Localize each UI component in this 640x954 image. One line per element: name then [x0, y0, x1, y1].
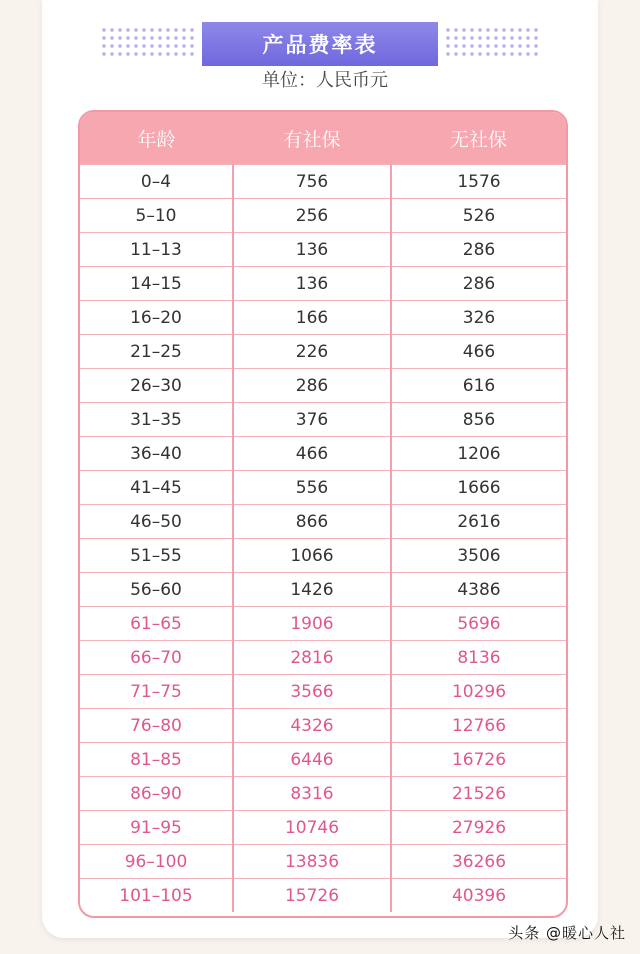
cell-without-insurance: 1206	[391, 437, 566, 471]
table-row	[80, 811, 566, 845]
cell-with-insurance: 166	[233, 301, 391, 335]
cell-age: 31–35	[80, 403, 233, 437]
cell-age: 51–55	[80, 539, 233, 573]
table-row	[80, 641, 566, 675]
cell-with-insurance: 1066	[233, 539, 391, 573]
cell-age: 5–10	[80, 199, 233, 233]
cell-without-insurance: 1666	[391, 471, 566, 505]
table-row	[80, 539, 566, 573]
cell-with-insurance: 136	[233, 267, 391, 301]
cell-with-insurance: 15726	[233, 879, 391, 913]
cell-with-insurance: 466	[233, 437, 391, 471]
table-row	[80, 777, 566, 811]
table-row	[80, 607, 566, 641]
table-row	[80, 471, 566, 505]
cell-age: 16–20	[80, 301, 233, 335]
header-with-insurance: 有社保	[233, 112, 391, 165]
cell-without-insurance: 1576	[391, 165, 566, 199]
table-header-row	[80, 112, 566, 165]
cell-without-insurance: 526	[391, 199, 566, 233]
cell-without-insurance: 856	[391, 403, 566, 437]
cell-age: 46–50	[80, 505, 233, 539]
title-area	[0, 10, 640, 56]
table-row	[80, 675, 566, 709]
cell-without-insurance: 8136	[391, 641, 566, 675]
page-title: 产品费率表	[202, 22, 438, 66]
table-row	[80, 369, 566, 403]
table-row	[80, 165, 566, 199]
cell-age: 66–70	[80, 641, 233, 675]
cell-without-insurance: 12766	[391, 709, 566, 743]
cell-age: 56–60	[80, 573, 233, 607]
cell-without-insurance: 40396	[391, 879, 566, 913]
cell-with-insurance: 8316	[233, 777, 391, 811]
cell-without-insurance: 3506	[391, 539, 566, 573]
table-row	[80, 573, 566, 607]
cell-age: 0–4	[80, 165, 233, 199]
cell-age: 81–85	[80, 743, 233, 777]
cell-without-insurance: 16726	[391, 743, 566, 777]
cell-age: 14–15	[80, 267, 233, 301]
cell-without-insurance: 36266	[391, 845, 566, 879]
cell-age: 76–80	[80, 709, 233, 743]
table-row	[80, 743, 566, 777]
cell-with-insurance: 136	[233, 233, 391, 267]
cell-age: 61–65	[80, 607, 233, 641]
cell-with-insurance: 256	[233, 199, 391, 233]
table-row	[80, 335, 566, 369]
table-row	[80, 233, 566, 267]
cell-without-insurance: 286	[391, 267, 566, 301]
table-row	[80, 199, 566, 233]
cell-age: 21–25	[80, 335, 233, 369]
cell-without-insurance: 4386	[391, 573, 566, 607]
cell-without-insurance: 21526	[391, 777, 566, 811]
cell-with-insurance: 6446	[233, 743, 391, 777]
dot-pattern-right	[444, 26, 540, 56]
cell-age: 91–95	[80, 811, 233, 845]
table-row	[80, 845, 566, 879]
cell-with-insurance: 10746	[233, 811, 391, 845]
table-body	[80, 165, 566, 913]
cell-with-insurance: 376	[233, 403, 391, 437]
unit-label: 单位：人民币元	[262, 70, 388, 91]
table-row	[80, 267, 566, 301]
cell-without-insurance: 2616	[391, 505, 566, 539]
cell-without-insurance: 27926	[391, 811, 566, 845]
cell-with-insurance: 1426	[233, 573, 391, 607]
cell-with-insurance: 226	[233, 335, 391, 369]
cell-with-insurance: 866	[233, 505, 391, 539]
cell-age: 11–13	[80, 233, 233, 267]
cell-with-insurance: 556	[233, 471, 391, 505]
cell-with-insurance: 286	[233, 369, 391, 403]
table-row	[80, 505, 566, 539]
dot-pattern-left	[100, 26, 196, 56]
cell-with-insurance: 3566	[233, 675, 391, 709]
cell-age: 71–75	[80, 675, 233, 709]
cell-age: 36–40	[80, 437, 233, 471]
header-age: 年龄	[80, 112, 233, 165]
cell-with-insurance: 1906	[233, 607, 391, 641]
cell-with-insurance: 2816	[233, 641, 391, 675]
rate-table-container	[78, 110, 568, 918]
cell-without-insurance: 616	[391, 369, 566, 403]
table-row	[80, 301, 566, 335]
cell-without-insurance: 5696	[391, 607, 566, 641]
cell-age: 96–100	[80, 845, 233, 879]
table-row	[80, 879, 566, 913]
table-row	[80, 709, 566, 743]
rate-table	[80, 112, 566, 912]
cell-age: 101–105	[80, 879, 233, 913]
table-row	[80, 403, 566, 437]
cell-age: 26–30	[80, 369, 233, 403]
cell-with-insurance: 4326	[233, 709, 391, 743]
watermark: 头条 @暖心人社	[508, 924, 626, 942]
cell-age: 86–90	[80, 777, 233, 811]
cell-without-insurance: 286	[391, 233, 566, 267]
header-without-insurance: 无社保	[391, 112, 566, 165]
table-row	[80, 437, 566, 471]
cell-with-insurance: 756	[233, 165, 391, 199]
cell-without-insurance: 10296	[391, 675, 566, 709]
cell-without-insurance: 466	[391, 335, 566, 369]
cell-age: 41–45	[80, 471, 233, 505]
cell-without-insurance: 326	[391, 301, 566, 335]
cell-with-insurance: 13836	[233, 845, 391, 879]
